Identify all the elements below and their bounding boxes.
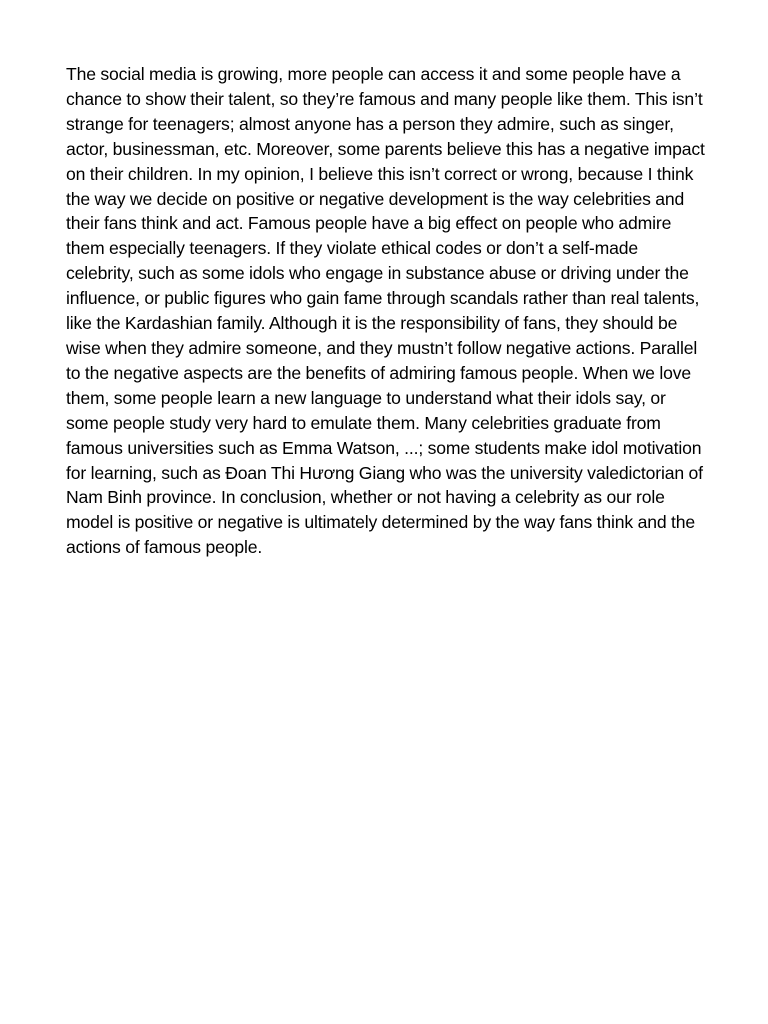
essay-paragraph: The social media is growing, more people can access it and some people have a chance to show their talent, so they’re famous and many people like them. This isn’t strange for teenagers; almost anyone has a person they admire, such as singer, actor, businessman, etc. Moreover, some parents believe this has a negative impact on their children. In my opinion, I believe this isn’t correct or wrong, because I think the way we decide on positive or negative development is the way celebrities and their fans think and act. Famous people have a big effect on people who admire them especially teenagers. If they violate ethical codes or don’t a self-made celebrity, such as some idols who engage in substance abuse or driving under the influence, or public figures who gain fame through scandals rather than real talents, like the Kardashian family. Although it is the responsibility of fans, they should be wise when they admire someone, and they mustn’t follow negative actions. Parallel to the negative aspects are the benefits of admiring famous people. When we love them, some people learn a new language to understand what their idols say, or some people study very hard to emulate them. Many celebrities graduate from famous universities such as Emma Watson, ...; some students make idol motivation for learning, such as Đoan Thi Hương Giang who was the university valedictorian of Nam Binh province. In conclusion, whether or not having a celebrity as our role model is positive or negative is ultimately determined by the way fans think and the actions of famous people. <box>66 64 705 558</box>
